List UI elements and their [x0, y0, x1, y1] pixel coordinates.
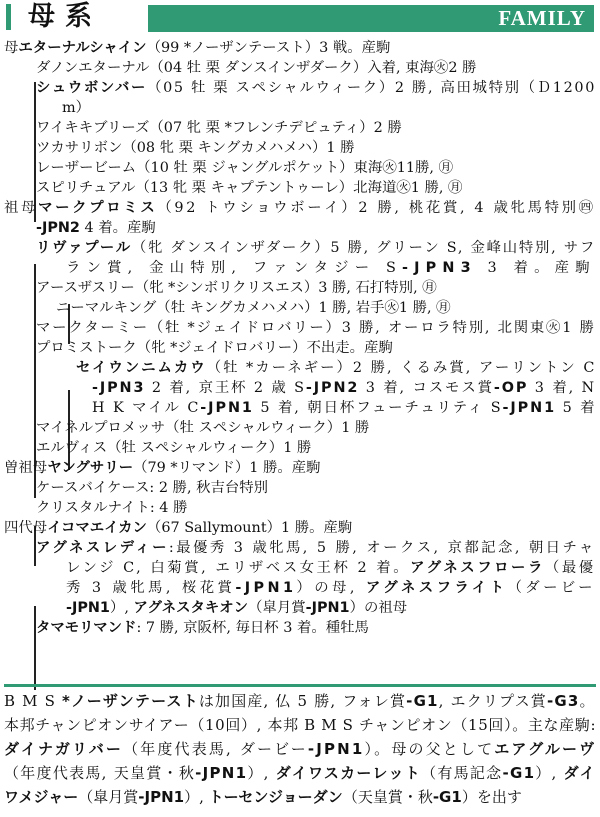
bold-text: -G1: [502, 764, 536, 782]
text: マークターミー（牡 *ジェイドロバリー）3 勝, オーロラ特別, 北関東㊋1 勝: [36, 320, 596, 336]
family-line: [92, 378, 596, 398]
family-header: [6, 2, 594, 32]
text: （皐月賞: [248, 600, 306, 616]
text: ）の祖母: [349, 600, 408, 616]
bold-text: イコマエイカン: [47, 520, 147, 536]
family-line: [36, 618, 369, 638]
text: ケースバイケース: 2 勝, 秋吉台特別: [36, 480, 269, 496]
text: （92 トウショウボーイ）2 勝, 桃花賞, 4 歳牝馬特別㊃: [157, 200, 596, 216]
text: H K マイル C: [92, 400, 201, 416]
text: 曽祖母: [4, 460, 48, 476]
text: （天皇賞・秋: [342, 788, 433, 806]
bold-text: -G3: [546, 692, 580, 710]
text: クリスタルナイト: 4 勝: [36, 500, 188, 516]
family-line: [36, 338, 393, 358]
text: 5 着: [556, 400, 597, 416]
bold-text: ダイナガリバー: [4, 740, 124, 758]
text: ツカサリボン（08 牝 栗 キングカメハメハ）1 勝: [36, 140, 355, 156]
bold-text: -G1: [432, 788, 462, 806]
bold-text: アグネスフローラ: [410, 560, 545, 576]
family-line: [76, 358, 596, 378]
text: （牡 *カーネギー）2 勝, くるみ賞, アーリントン C: [206, 360, 597, 376]
text: アースザスリー（牝 *シンボリクリスエス）3 勝, 石打特別, ㊊: [36, 280, 437, 296]
family-line: [36, 138, 354, 158]
bms-line: [4, 739, 596, 759]
family-line: [56, 298, 451, 318]
family-line: [66, 558, 596, 578]
text: 。: [579, 692, 596, 710]
family-line: [92, 398, 597, 418]
text: （最優: [544, 560, 596, 576]
bold-text: -JPN1: [66, 600, 110, 616]
family-line: [36, 538, 596, 558]
bold-text: アグネスフライト: [365, 580, 508, 596]
text: ダノンエターナル（04 牡 栗 ダンスインザダーク）入着, 東海㊋2 勝: [36, 60, 477, 76]
bold-text: -OP: [493, 380, 529, 396]
bold-text: シュウボンバー: [36, 80, 148, 96]
section-divider: [4, 684, 596, 687]
family-line: [66, 598, 407, 618]
bold-text: -JPN1: [307, 740, 365, 758]
bms-line: [4, 763, 596, 783]
family-line: [62, 98, 90, 118]
header-band: [148, 5, 594, 32]
bold-text: *ノーザンテースト: [61, 692, 199, 710]
text: レンジ C, 白菊賞, エリザベス女王杯 2 着。: [66, 560, 411, 576]
text: 本邦チャンピオンサイアー（10回）, 本邦 B M S チャンピオン（15回）。主な産駒:: [4, 716, 597, 734]
family-line: [66, 258, 596, 278]
text: 秀 3 歳牝馬, 桜花賞: [66, 580, 236, 596]
bold-text: ヤングサリー: [47, 460, 134, 476]
bold-text: マークプロミス: [38, 200, 158, 216]
bms-line: [4, 691, 596, 711]
text: （79 *リマンド）1 勝。産駒: [133, 460, 321, 476]
text: ）,: [184, 788, 209, 806]
family-line: [36, 478, 268, 498]
text: ラン賞, 金山特別, ファンタジー S: [66, 260, 403, 276]
header-accent-bar: [6, 4, 11, 30]
text: 5 着, 朝日杯フューチュリティ S: [253, 400, 503, 416]
family-line: [36, 498, 187, 518]
bold-text: -JPN1: [502, 400, 557, 416]
family-line: [36, 278, 437, 298]
family-line: [36, 438, 311, 458]
text: 3 着, N: [528, 380, 597, 396]
text: ）,: [535, 764, 564, 782]
family-line: [36, 118, 402, 138]
bold-text: アグネスレディー: [36, 540, 169, 556]
text: ニーマルキング（牡 キングカメハメハ）1 勝, 岩手㊋1 勝, ㊊: [56, 300, 451, 316]
text: ）,: [109, 600, 134, 616]
bold-text: -JPN1: [200, 400, 254, 416]
family-line: [36, 218, 156, 238]
text: （有馬記念: [421, 764, 503, 782]
text: （牝 ダンスインザダーク）5 勝, グリーン S, 金峰山特別, サフ: [131, 240, 596, 256]
text: 母: [4, 40, 19, 56]
family-line: [36, 238, 596, 258]
bms-line: [4, 715, 596, 735]
text: ）,: [247, 764, 276, 782]
text: , エクリプス賞: [438, 692, 547, 710]
bold-text: -JPN1: [235, 580, 297, 596]
bms-line: [4, 787, 522, 807]
section-title-english: FAMILY: [498, 6, 586, 30]
text: スピリチュアル（13 牝 栗 キャプテントゥーレ）北海道㊋1 勝, ㊊: [36, 180, 463, 196]
bold-text: -JPN2: [36, 220, 80, 236]
text: ）の母,: [296, 580, 366, 596]
text: 4 着。産駒: [79, 220, 156, 236]
family-line: [36, 58, 476, 78]
bold-text: -JPN1: [138, 788, 185, 806]
bold-text: ダイワスカーレット: [275, 764, 422, 782]
text: （年度代表馬, 天皇賞・秋: [4, 764, 196, 782]
text: は加国産, 仏 5 勝, フォレ賞: [198, 692, 407, 710]
bold-text: トーセンジョーダン: [208, 788, 343, 806]
bold-text: アグネスタキオン: [133, 600, 249, 616]
bold-text: -JPN1: [305, 600, 350, 616]
bold-text: -JPN3: [402, 260, 477, 276]
family-line: [36, 178, 462, 198]
text: レーザービーム（10 牡 栗 ジャングルポケット）東海㊋11勝, ㊊: [36, 160, 453, 176]
section-title: 母系: [28, 1, 102, 32]
text: エルヴィス（牡 スペシャルウィーク）1 勝: [36, 440, 312, 456]
text: （99 *ノーザンテースト）3 戦。産駒: [146, 40, 391, 56]
family-line: [36, 78, 596, 98]
family-line: [36, 418, 369, 438]
bold-text: ダイ: [563, 764, 596, 782]
bold-text: タマモリマンド: [36, 620, 137, 636]
text: ワイキキブリーズ（07 牝 栗 *フレンチデピュティ）2 勝: [36, 120, 402, 136]
family-line: [36, 318, 596, 338]
text: :最優秀 3 歳牝馬, 5 勝, オークス, 京都記念, 朝日チャ: [168, 540, 596, 556]
family-line: [4, 38, 390, 58]
bold-text: -JPN2: [305, 380, 360, 396]
text: 祖母: [4, 200, 39, 216]
text: : 7 勝, 京阪杯, 毎日杯 3 着。種牡馬: [136, 620, 369, 636]
bold-text: エアグルーヴ: [494, 740, 597, 758]
family-line: [66, 578, 596, 598]
text: m）: [62, 100, 91, 116]
text: （05 牡 栗 スペシャルウィーク）2 勝, 高田城特別（Ｄ1200: [147, 80, 597, 96]
family-line: [36, 158, 453, 178]
family-line: [4, 198, 596, 218]
bold-text: エターナルシャイン: [18, 40, 147, 56]
text: （ダービー: [507, 580, 596, 596]
text: 3 着, コスモス賞: [359, 380, 494, 396]
text: （年度代表馬, ダービー: [123, 740, 308, 758]
bold-text: セイウンニムカウ: [76, 360, 207, 376]
text: 2 着, 京王杯 2 歳 S: [145, 380, 306, 396]
bold-text: -G1: [406, 692, 439, 710]
family-line: [4, 458, 321, 478]
bold-text: -JPN1: [195, 764, 248, 782]
text: （67 Sallymount）1 勝。産駒: [146, 520, 353, 536]
family-line: [4, 518, 352, 538]
text: プロミストーク（牝 *ジェイドロバリー）不出走。産駒: [36, 340, 393, 356]
text: B M S: [4, 692, 62, 710]
bold-text: リヴァプール: [36, 240, 132, 256]
text: ）。母の父として: [364, 740, 495, 758]
text: ）を出す: [461, 788, 522, 806]
text: （皐月賞: [78, 788, 139, 806]
text: マイネルプロメッサ（牡 スペシャルウィーク）1 勝: [36, 420, 370, 436]
text: 3 着。産駒: [476, 260, 596, 276]
bold-text: -JPN3: [92, 380, 146, 396]
text: 四代母: [4, 520, 48, 536]
bold-text: ワメジャー: [4, 788, 79, 806]
